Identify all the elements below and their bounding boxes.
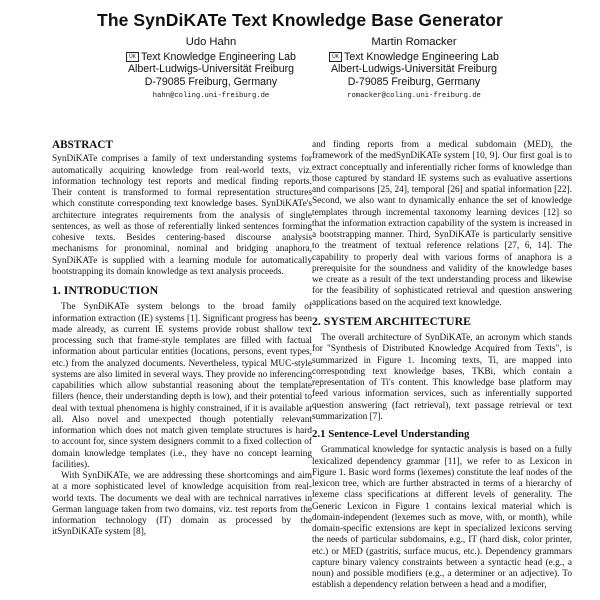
author-email[interactable]: romacker@coling.uni-freiburg.de (347, 91, 481, 100)
author-email[interactable]: hahn@coling.uni-freiburg.de (152, 91, 270, 100)
subsection-heading-sentence-level: 2.1 Sentence-Level Understanding (312, 428, 470, 440)
paper-title: The SynDiKATe Text Knowledge Base Generator (97, 10, 503, 30)
author-block-hahn (101, 36, 321, 102)
intro-paragraph-1: The SynDiKATe system belongs to the broad family of information extraction (IE) systems [1]. Significant progress has been made already, as current IE systems provide robust shallow text processing such that frame-style templates are filled with factual information about particular entities (locations, persons, event types, etc.) from the analyzed documents. Nevertheless, typical MUC-style systems are also limited in several ways. They provide no inferencing capabilities which allow substantial reasoning about the template fillers (hence, their understanding depth is low), and their potential to deal with textual phenomena is highly constrained, if it is available at all. Also novel and unexpected though potentially relevant information which does not match given template structures is hard to account for, since system designers commit to a fixed collection of domain knowledge templates (i.e., they have no concept learning facilities). (52, 302, 312, 470)
author-block-romacker (304, 36, 524, 102)
section-heading-introduction: 1. INTRODUCTION (52, 283, 159, 297)
architecture-paragraph: The overall architecture of SynDiKATe, an acronym which stands for "Synthesis of Distributed Knowledge Acquired from Texts", is summarized in Figure 1. Incoming texts, Ti, are mapped into corresponding text knowledge bases, TKBi, which contain a representation of Ti's content. This knowledge base platform may feed various information services, such as inferentially supported question answering (fact retrieval), text passage retrieval or text summarization [7]. (312, 333, 572, 422)
author-city: D-79085 Freiburg, Germany (347, 75, 481, 88)
sentence-level-paragraph: Grammatical knowledge for syntactic analysis is based on a fully lexicalized dependency grammar [11], we refer to as Lexicon in Figure 1. Basic word forms (lexemes) constitute the leaf nodes of the lexicon tree, which are further abstracted in terms of a hierarchy of lexeme class specifications at different levels of generality. The Generic Lexicon in Figure 1 contains lexical material which is domain-independent (lexemes such as move, with, or month), while domain-specific extensions are kept in specialized lexicons serving the needs of particular subdomains, e.g., IT (hard disk, color printer, etc.) or MED (gastritis, surface mucus, etc.). Dependency grammars capture binary valency constraints between a syntactic head (e.g., a noun) and possible modifiers (e.g., a determiner or an adjective). To establish a dependency relation between a head and a modifier, (312, 445, 572, 591)
author-name: Martin Romacker (371, 36, 457, 48)
abstract-heading: ABSTRACT (52, 139, 113, 151)
intro-continued-paragraph: and finding reports from a medical subdomain (MED), the framework of the medSynDiKATe system [10, 9]. Our first goal is to extract conceptually and inferentially richer forms of knowledge than those captured by standard IE systems such as evaluative assertions and comparisons [25, 24], temporal [26] and spatial information [22]. Second, we also want to dynamically enhance the set of knowledge templates through incremental taxonomy learning devices [12] so that the information extraction capability of the system is increased in a bootstrapping manner. Third, SynDiKATe is particularly sensitive to the treatment of textual reference relations [27, 6, 14]. The capability to properly deal with various forms of anaphora is a prerequisite for the soundness and validity of the knowledge bases we create as a result of the text understanding process and likewise for the feasibility of sophisticated retrieval and question answering applications based on the acquired text knowledge. (312, 140, 572, 308)
author-city: D-79085 Freiburg, Germany (144, 75, 278, 88)
author-university: Albert-Ludwigs-Universität Freiburg (330, 63, 498, 76)
author-lab: Text Knowledge Engineering Lab (344, 51, 499, 64)
author-name: Udo Hahn (185, 36, 237, 48)
abstract-text: SynDiKATe comprises a family of text understanding systems for automatically acquiring knowledge from real-world texts, viz. information technology test reports and medical finding reports. Their content is transformed to formal representation structures which constitute corresponding text knowledge bases. SynDiKATe's architecture integrates requirements from the analysis of single sentences, as well as those of referentially linked sentences forming cohesive texts. Besides centering-based discourse analysis mechanisms for pronominal, nominal and bridging anaphora, SynDiKATe is supplied with a learning module for automatically bootstrapping its domain knowledge as text analysis proceeds. (52, 154, 312, 277)
author-lab: Text Knowledge Engineering Lab (141, 51, 296, 64)
lab-logo-icon: ÜK (329, 52, 342, 62)
intro-paragraph-2: With SynDiKATe, we are addressing these shortcomings and aim at a more sophisticated level of knowledge acquisition from real-world texts. The documents we deal with are technical narratives in German language taken from two domains, viz. test reports from the information technology (IT) domain as processed by the itSynDiKATe system [8], (52, 471, 312, 538)
right-column (312, 140, 572, 592)
author-university: Albert-Ludwigs-Universität Freiburg (127, 63, 295, 76)
section-heading-system-architecture: 2. SYSTEM ARCHITECTURE (312, 313, 471, 328)
left-column (52, 140, 312, 539)
lab-logo-icon: ÜK (126, 52, 139, 62)
